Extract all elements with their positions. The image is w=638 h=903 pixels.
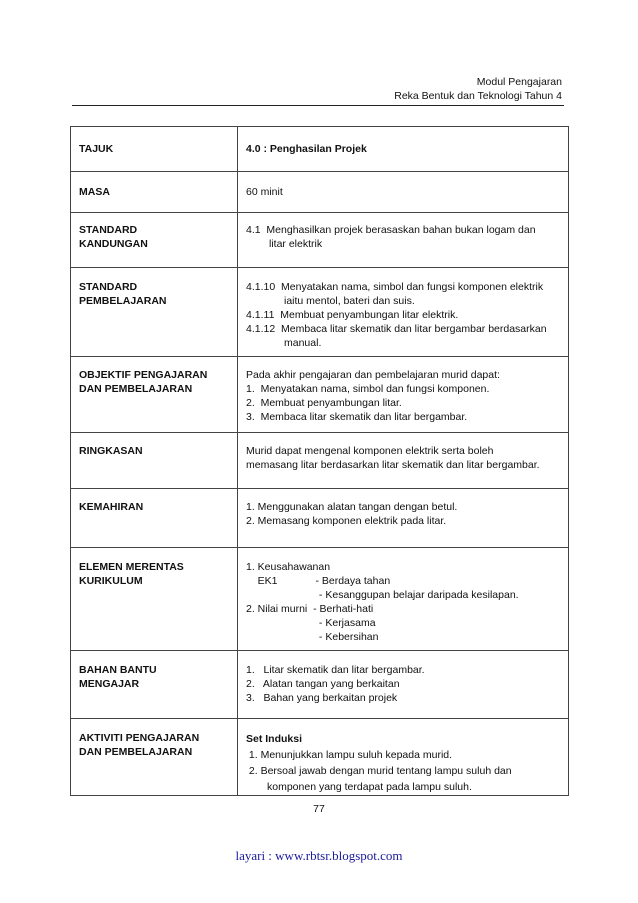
row-label-tajuk: TAJUK [71,127,238,172]
table-row [71,651,569,719]
row-label-ringkasan: RINGKASAN [71,433,238,489]
table-row [71,719,569,796]
row-value-standard-kandungan: 4.1 Menghasilkan projek berasaskan bahan bukan logam dan litar elektrik [238,213,569,268]
row-value-standard-pembelajaran: 4.1.10 Menyatakan nama, simbol dan fungsi komponen elektrik iaitu mentol, bateri dan suis. 4.1.11 Membuat penyambungan litar elektrik. 4.1.12 Membaca litar skematik dan litar bergambar berdasarkan manual. [238,268,569,357]
row-value-ringkasan: Murid dapat mengenal komponen elektrik serta boleh memasang litar berdasarkan litar skematik dan litar bergambar. [238,433,569,489]
row-value-tajuk: 4.0 : Penghasilan Projek [238,127,569,172]
lesson-plan-table [70,126,569,796]
table-row [71,268,569,357]
row-label-kemahiran: KEMAHIRAN [71,489,238,548]
row-label-objektif: OBJEKTIF PENGAJARAN DAN PEMBELAJARAN [71,357,238,433]
row-label-aktiviti: AKTIVITI PENGAJARAN DAN PEMBELAJARAN [71,719,238,796]
row-label-standard-pembelajaran: STANDARD PEMBELAJARAN [71,268,238,357]
row-value-elemen: 1. Keusahawanan EK1 - Berdaya tahan - Kesanggupan belajar daripada kesilapan. 2. Nilai murni - Berhati-hati - Kerjasama - Kebersihan [238,548,569,651]
table-row [71,127,569,172]
table-row [71,213,569,268]
table-row [71,172,569,213]
row-value-masa: 60 minit [238,172,569,213]
table-row [71,357,569,433]
table-row [71,433,569,489]
row-value-bahan-bantu: 1. Litar skematik dan litar bergambar. 2. Alatan tangan yang berkaitan 3. Bahan yang berkaitan projek [238,651,569,719]
row-label-standard-kandungan: STANDARD KANDUNGAN [71,213,238,268]
header-divider [72,105,564,106]
page-header [394,75,562,103]
header-module-title: Modul Pengajaran [476,76,562,88]
table-row [71,548,569,651]
table-row [71,489,569,548]
row-value-aktiviti: Set Induksi 1. Menunjukkan lampu suluh kepada murid. 2. Bersoal jawab dengan murid tentang lampu suluh dan komponen yang terdapat pada lampu suluh. [238,719,569,796]
row-label-bahan-bantu: BAHAN BANTU MENGAJAR [71,651,238,719]
row-value-objektif: Pada akhir pengajaran dan pembelajaran murid dapat: 1. Menyatakan nama, simbol dan fungsi komponen. 2. Membuat penyambungan litar. 3. Membaca litar skematik dan litar bergambar. [238,357,569,433]
set-induksi-heading: Set Induksi [246,733,303,745]
row-label-elemen: ELEMEN MERENTAS KURIKULUM [71,548,238,651]
row-value-kemahiran: 1. Menggunakan alatan tangan dengan betul. 2. Memasang komponen elektrik pada litar. [238,489,569,548]
page-number: 77 [313,803,325,815]
row-label-masa: MASA [71,172,238,213]
header-subject-title: Reka Bentuk dan Teknologi Tahun 4 [394,90,562,102]
footer-link-text: layari : www.rbtsr.blogspot.com [235,848,403,863]
